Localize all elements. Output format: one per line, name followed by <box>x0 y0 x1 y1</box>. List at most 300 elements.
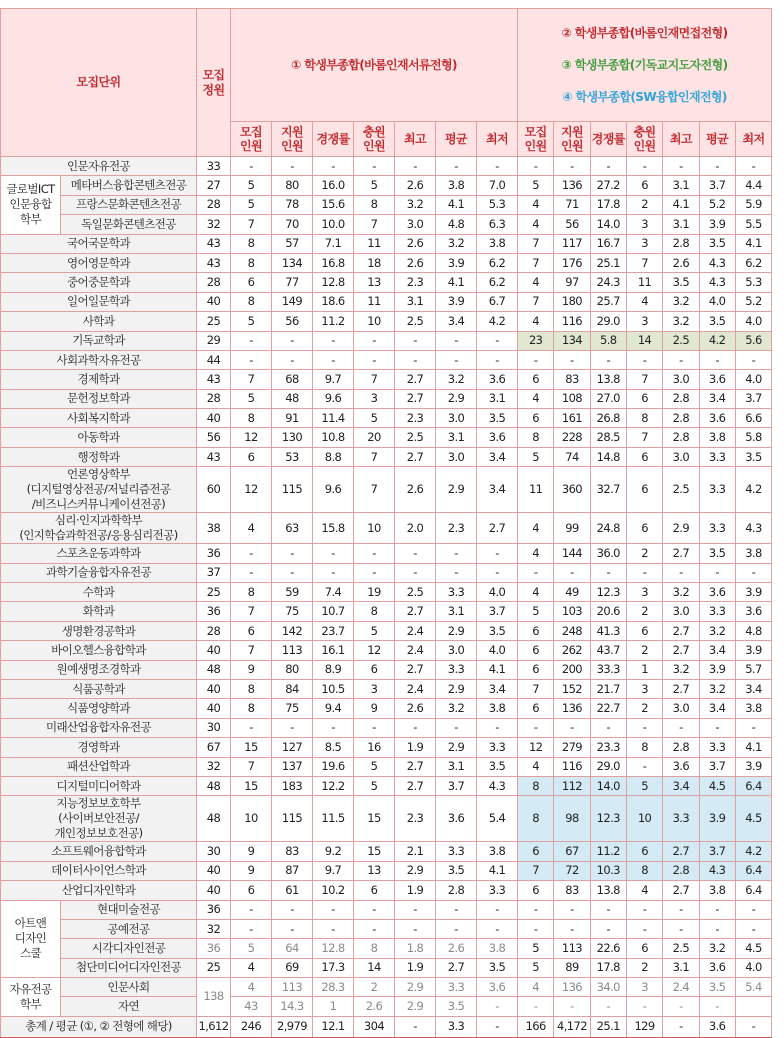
group1-value: 6 <box>231 273 272 292</box>
unit-name: 생명환경공학과 <box>1 621 197 640</box>
group-cell: 자유전공 학부 <box>1 978 61 1017</box>
group2-value: 279 <box>554 738 590 757</box>
unit-name: 현대미술전공 <box>61 900 197 919</box>
group2-value: 134 <box>554 331 590 350</box>
quota-cell: 29 <box>197 331 231 350</box>
group1-value: 4 <box>231 978 272 997</box>
group1-value: 43 <box>231 997 272 1016</box>
group2-value: 14 <box>626 331 662 350</box>
group2-value: 3.6 <box>663 757 699 776</box>
group1-value: 7.1 <box>313 234 354 253</box>
group1-value: - <box>272 544 313 563</box>
group1-value: 7 <box>231 641 272 660</box>
group1-value: 68 <box>272 370 313 389</box>
group1-value: - <box>313 563 354 582</box>
group2-value: 17.8 <box>590 195 626 214</box>
group1-value: - <box>395 544 436 563</box>
total-group1-value: 12.1 <box>313 1016 354 1037</box>
group2-value: - <box>626 563 662 582</box>
group1-value: - <box>477 544 518 563</box>
group1-value: 12.8 <box>313 939 354 958</box>
table-row <box>1 157 772 176</box>
group2-value: 13.8 <box>590 370 626 389</box>
group2-line-3: ④ 학생부종합(SW융합인재전형) <box>562 90 727 104</box>
group2-value: 21.7 <box>590 679 626 698</box>
group2-value: - <box>663 350 699 369</box>
unit-name: 산업디자인학과 <box>1 881 197 900</box>
group1-value: 8 <box>231 234 272 253</box>
group1-value: 2.5 <box>395 583 436 602</box>
group2-value: 71 <box>554 195 590 214</box>
unit-name: 언론영상학부 (디지털영상전공/저널리즘전공 /비즈니스커뮤니케이션전공) <box>1 467 197 513</box>
group2-value: - <box>663 718 699 737</box>
group2-value: - <box>699 997 735 1016</box>
group1-value: - <box>231 157 272 176</box>
group1-value: 16.1 <box>313 641 354 660</box>
group2-value: 13.8 <box>590 881 626 900</box>
group2-value: 112 <box>554 776 590 795</box>
group1-value: 2.7 <box>395 776 436 795</box>
group2-value: 6 <box>626 513 662 544</box>
group2-value: 4.1 <box>735 738 771 757</box>
quota-cell: 28 <box>197 195 231 214</box>
quota-cell: 36 <box>197 602 231 621</box>
group1-value: 2 <box>354 978 395 997</box>
group2-value: 144 <box>554 544 590 563</box>
group1-value: 2.0 <box>395 513 436 544</box>
unit-name: 식품영양학과 <box>1 699 197 718</box>
group1-value: 56 <box>272 312 313 331</box>
group2-value: 6.4 <box>735 881 771 900</box>
group1-value: 3.5 <box>436 997 477 1016</box>
quota-cell: 30 <box>197 842 231 861</box>
unit-name: 경영학과 <box>1 738 197 757</box>
group2-value: 3.5 <box>699 978 735 997</box>
group1-value: 11 <box>354 292 395 311</box>
quota-cell: 60 <box>197 467 231 513</box>
group2-value: 103 <box>554 602 590 621</box>
subheader-2-6: 최저 <box>735 122 771 157</box>
group2-value: 2.5 <box>663 939 699 958</box>
quota-cell: 40 <box>197 409 231 428</box>
group2-value: 3.2 <box>699 679 735 698</box>
group2-value: - <box>518 563 554 582</box>
group1-value: 14 <box>354 958 395 977</box>
group2-value: 176 <box>554 253 590 272</box>
group1-value: 3.1 <box>436 428 477 447</box>
group2-value: 3.5 <box>699 544 735 563</box>
group2-value: 3.7 <box>735 389 771 408</box>
group2-value: 7 <box>518 253 554 272</box>
quota-cell: 32 <box>197 757 231 776</box>
quota-cell: 48 <box>197 776 231 795</box>
group1-value: 8 <box>231 292 272 311</box>
group1-value: 1.8 <box>395 939 436 958</box>
group2-value: - <box>554 997 590 1016</box>
group2-value: 3.9 <box>735 757 771 776</box>
quota-cell: 44 <box>197 350 231 369</box>
group2-value: - <box>663 900 699 919</box>
group2-value: 74 <box>554 447 590 466</box>
group1-value: 7.0 <box>477 176 518 195</box>
group1-value: 23.7 <box>313 621 354 640</box>
group2-value: 4 <box>518 978 554 997</box>
group2-value: 23.3 <box>590 738 626 757</box>
group2-value: - <box>699 900 735 919</box>
group2-value: 72 <box>554 861 590 880</box>
group1-value: 4 <box>231 513 272 544</box>
group1-value: 3.8 <box>477 699 518 718</box>
group2-value: 4.4 <box>735 176 771 195</box>
group1-value: 3.3 <box>436 978 477 997</box>
group1-value: 137 <box>272 757 313 776</box>
group2-value: 6 <box>626 621 662 640</box>
subheader-1-0: 모집 인원 <box>231 122 272 157</box>
group1-value: - <box>477 997 518 1016</box>
group1-value: 2.7 <box>436 958 477 977</box>
unit-name: 스포츠운동과학과 <box>1 544 197 563</box>
group1-value: 2.3 <box>395 273 436 292</box>
total-group1-value: - <box>477 1016 518 1037</box>
group1-value: 3.8 <box>477 234 518 253</box>
group1-value: - <box>231 331 272 350</box>
unit-name: 소프트웨어융합학과 <box>1 842 197 861</box>
group2-value: 1 <box>626 660 662 679</box>
unit-name: 심리·인지과학학부 (인지학습과학전공/응용심리전공) <box>1 513 197 544</box>
table-row <box>1 428 772 447</box>
group2-value: - <box>554 350 590 369</box>
group2-value: 2.6 <box>663 253 699 272</box>
quota-cell: 48 <box>197 796 231 842</box>
group2-value: 4.3 <box>699 253 735 272</box>
group2-value: 4.0 <box>735 312 771 331</box>
table-row <box>1 919 772 938</box>
group2-value: 4 <box>626 292 662 311</box>
group1-value: 3.4 <box>477 679 518 698</box>
group1-value: 8 <box>231 679 272 698</box>
group2-value: 136 <box>554 699 590 718</box>
table-row <box>1 563 772 582</box>
group2-value: 8 <box>626 738 662 757</box>
group2-value: 4.0 <box>735 958 771 977</box>
group1-value: 75 <box>272 602 313 621</box>
group2-value: 3.8 <box>699 881 735 900</box>
group1-value: - <box>436 563 477 582</box>
table-row <box>1 350 772 369</box>
group2-value: 4.2 <box>699 331 735 350</box>
group1-value: 10.5 <box>313 679 354 698</box>
table-row <box>1 660 772 679</box>
group2-value: 6 <box>518 409 554 428</box>
group1-value: - <box>231 350 272 369</box>
group2-value: 2.9 <box>663 513 699 544</box>
group2-value: 14.8 <box>590 447 626 466</box>
group1-value: 5 <box>231 939 272 958</box>
group2-value: 4.2 <box>735 467 771 513</box>
group1-value: 20 <box>354 428 395 447</box>
quota-cell: 40 <box>197 699 231 718</box>
group2-value: 3.2 <box>663 660 699 679</box>
total-row <box>1 1016 772 1037</box>
group2-value: 6 <box>626 447 662 466</box>
group2-value: 2.8 <box>663 389 699 408</box>
group1-value: 9 <box>231 660 272 679</box>
group1-value: 5 <box>354 409 395 428</box>
group1-value: 3.2 <box>436 699 477 718</box>
group1-value: 130 <box>272 428 313 447</box>
total-group1-value: 3.3 <box>436 1016 477 1037</box>
group2-value: 3.6 <box>699 583 735 602</box>
group2-value: 4 <box>518 544 554 563</box>
group1-value: 2.6 <box>395 234 436 253</box>
group1-value: - <box>354 900 395 919</box>
group2-value: 2.5 <box>663 331 699 350</box>
unit-name: 아동학과 <box>1 428 197 447</box>
group2-value: 3.6 <box>699 370 735 389</box>
group2-value: 2.8 <box>663 234 699 253</box>
group2-value: 136 <box>554 978 590 997</box>
group2-value: - <box>626 997 662 1016</box>
group2-value: 2.7 <box>663 679 699 698</box>
group1-value: 3.5 <box>477 958 518 977</box>
group1-value: 2.7 <box>395 660 436 679</box>
total-group2-value: 3.6 <box>699 1016 735 1037</box>
group1-value: 3.3 <box>436 842 477 861</box>
group1-value: 183 <box>272 776 313 795</box>
group2-value: 24.3 <box>590 273 626 292</box>
group1-value: 3.5 <box>477 621 518 640</box>
quota-cell: 40 <box>197 679 231 698</box>
group2-value: 360 <box>554 467 590 513</box>
group1-value: - <box>354 157 395 176</box>
group2-value: - <box>554 900 590 919</box>
group1-value: 2.3 <box>436 513 477 544</box>
group2-value: 2 <box>626 195 662 214</box>
group1-value: 4.1 <box>436 273 477 292</box>
table-row <box>1 796 772 842</box>
group1-value: 4.1 <box>436 195 477 214</box>
group1-value: 91 <box>272 409 313 428</box>
table-row <box>1 939 772 958</box>
group1-value: 3.2 <box>436 234 477 253</box>
group1-value: 78 <box>272 195 313 214</box>
group1-value: 2.8 <box>436 881 477 900</box>
unit-name: 디지털미디어학과 <box>1 776 197 795</box>
table-row <box>1 861 772 880</box>
group1-value: 80 <box>272 176 313 195</box>
group1-value: 2.7 <box>395 447 436 466</box>
group1-value: 12.2 <box>313 776 354 795</box>
group2-value: 17.8 <box>590 958 626 977</box>
group2-value: 22.6 <box>590 939 626 958</box>
group1-value: - <box>436 900 477 919</box>
group2-value: 29.0 <box>590 312 626 331</box>
unit-name: 공예전공 <box>61 919 197 938</box>
group1-value: 9.6 <box>313 389 354 408</box>
unit-name: 시각디자인전공 <box>61 939 197 958</box>
group1-value: 6.2 <box>477 273 518 292</box>
unit-name: 영어영문학과 <box>1 253 197 272</box>
table-row <box>1 881 772 900</box>
group2-value: 2.8 <box>663 428 699 447</box>
group1-value: 2.9 <box>436 621 477 640</box>
group2-value: - <box>554 563 590 582</box>
group1-value: 83 <box>272 842 313 861</box>
group2-value: 5.8 <box>590 331 626 350</box>
unit-name: 사학과 <box>1 312 197 331</box>
subheader-1-1: 지원 인원 <box>272 122 313 157</box>
group1-value: 53 <box>272 447 313 466</box>
unit-name: 기독교학과 <box>1 331 197 350</box>
group1-value: 6.3 <box>477 215 518 234</box>
group1-value: - <box>313 331 354 350</box>
group1-value: - <box>272 350 313 369</box>
group1-value: 69 <box>272 958 313 977</box>
group1-value: 5 <box>231 389 272 408</box>
total-label: 총계 / 평균 (①, ② 전형에 해당) <box>1 1016 197 1037</box>
group1-value: 6.7 <box>477 292 518 311</box>
group2-value: 2.7 <box>663 881 699 900</box>
group1-value: 2.4 <box>395 679 436 698</box>
subheader-1-3: 충원 인원 <box>354 122 395 157</box>
group1-value: - <box>354 350 395 369</box>
group2-value: 3.0 <box>663 699 699 718</box>
group1-value: 14.3 <box>272 997 313 1016</box>
group1-value: 2.4 <box>395 621 436 640</box>
group2-value: 2.8 <box>663 738 699 757</box>
group1-value: 57 <box>272 234 313 253</box>
group1-value: 3.4 <box>436 312 477 331</box>
group1-value: 7 <box>354 215 395 234</box>
group1-value: 8.5 <box>313 738 354 757</box>
group2-value: 16.7 <box>590 234 626 253</box>
group2-value: 3.4 <box>699 641 735 660</box>
group2-value: 3.2 <box>663 292 699 311</box>
group1-value: 6 <box>354 881 395 900</box>
group1-value: 2.9 <box>395 861 436 880</box>
group2-value: 5 <box>518 176 554 195</box>
unit-name: 첨단미디어디자인전공 <box>61 958 197 977</box>
group1-value: 1.9 <box>395 738 436 757</box>
group1-header: ① 학생부종합(바롬인재서류전형) <box>231 9 518 122</box>
group1-value: - <box>231 544 272 563</box>
group2-value: 3.5 <box>735 447 771 466</box>
group1-value: 1 <box>313 997 354 1016</box>
group2-value: 2 <box>626 602 662 621</box>
group1-value: 2.6 <box>395 467 436 513</box>
unit-name: 패션산업학과 <box>1 757 197 776</box>
group2-value: 6 <box>626 842 662 861</box>
group1-value: 18.6 <box>313 292 354 311</box>
group2-value: 36.0 <box>590 544 626 563</box>
group2-value: 29.0 <box>590 757 626 776</box>
group1-value: 3.1 <box>395 292 436 311</box>
group2-value: 33.3 <box>590 660 626 679</box>
table-row <box>1 409 772 428</box>
group1-value: 70 <box>272 215 313 234</box>
group2-value: - <box>590 919 626 938</box>
group2-value: 4 <box>518 583 554 602</box>
group2-value: 83 <box>554 370 590 389</box>
group2-value: 5.7 <box>735 660 771 679</box>
group1-value: 2.7 <box>395 602 436 621</box>
quota-cell: 40 <box>197 861 231 880</box>
quota-cell: 30 <box>197 718 231 737</box>
group2-value: - <box>518 919 554 938</box>
group2-value: 3.0 <box>663 370 699 389</box>
group1-value: 18 <box>354 253 395 272</box>
unit-name: 자연 <box>61 997 197 1016</box>
table-row <box>1 621 772 640</box>
group2-value: 4 <box>518 273 554 292</box>
group1-value: 4.3 <box>477 776 518 795</box>
group1-value: - <box>272 331 313 350</box>
group1-value: 77 <box>272 273 313 292</box>
group2-value: 3 <box>626 679 662 698</box>
group2-value: - <box>699 563 735 582</box>
table-row <box>1 195 772 214</box>
group1-value: 3.8 <box>436 176 477 195</box>
group1-value: 142 <box>272 621 313 640</box>
group1-value: 12 <box>231 467 272 513</box>
group1-value: - <box>272 900 313 919</box>
quota-cell: 56 <box>197 428 231 447</box>
group2-value: 5 <box>626 776 662 795</box>
quota-cell: 36 <box>197 544 231 563</box>
group2-value: 3.6 <box>699 958 735 977</box>
subheader-1-2: 경쟁률 <box>313 122 354 157</box>
group1-value: 15 <box>231 776 272 795</box>
group1-value: - <box>231 718 272 737</box>
group2-value: - <box>663 157 699 176</box>
group2-value: 3.6 <box>735 602 771 621</box>
group2-value: 97 <box>554 273 590 292</box>
group2-value: 3.4 <box>663 776 699 795</box>
group2-value: 4 <box>626 881 662 900</box>
group1-value: 9.2 <box>313 842 354 861</box>
group1-value: 6 <box>354 660 395 679</box>
group2-value: 4 <box>518 389 554 408</box>
group2-value: 4.1 <box>663 195 699 214</box>
unit-name: 문헌정보학과 <box>1 389 197 408</box>
group2-value: 4.5 <box>699 776 735 795</box>
group-cell: 아트앤 디자인 스쿨 <box>1 900 61 978</box>
group2-value: 4.1 <box>735 234 771 253</box>
group1-value: - <box>436 544 477 563</box>
group1-value: 2.6 <box>436 939 477 958</box>
group1-value: - <box>395 900 436 919</box>
group2-value: - <box>699 157 735 176</box>
group1-value: - <box>313 718 354 737</box>
quota-cell: 40 <box>197 881 231 900</box>
group2-value: 7 <box>626 253 662 272</box>
group1-value: - <box>395 563 436 582</box>
group1-value: - <box>354 563 395 582</box>
group1-value: 8 <box>354 939 395 958</box>
group2-value: - <box>735 718 771 737</box>
group1-value: 8 <box>354 602 395 621</box>
group1-value: 5.4 <box>477 796 518 842</box>
group2-value: 2.7 <box>663 842 699 861</box>
group2-value: 6 <box>626 467 662 513</box>
unit-name: 행정학과 <box>1 447 197 466</box>
group2-value: 3.7 <box>699 757 735 776</box>
group1-value: 3.0 <box>395 215 436 234</box>
group2-value: - <box>626 757 662 776</box>
group2-value: 2.7 <box>663 621 699 640</box>
group2-value: 41.3 <box>590 621 626 640</box>
group2-value: - <box>518 997 554 1016</box>
